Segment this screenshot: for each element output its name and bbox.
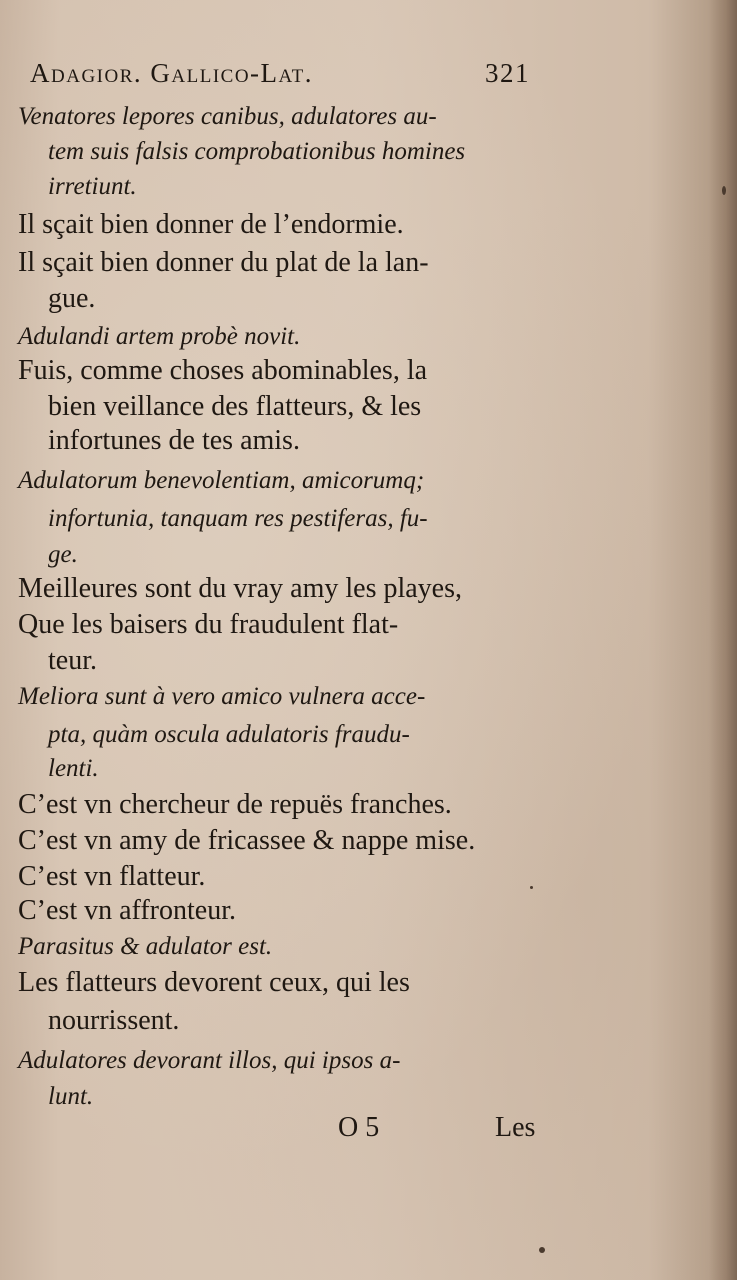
text-line: Meliora sunt à vero amico vulnera acce- <box>18 683 426 710</box>
text-line: Il sçait bien donner de l’endormie. <box>18 209 404 240</box>
text-line: Fuis, comme choses abominables, la <box>18 355 428 386</box>
text-line: Parasitus & adulator est. <box>18 933 273 960</box>
text-line: Il sçait bien donner du plat de la lan- <box>18 247 429 278</box>
text-line: C’est vn flatteur. <box>18 861 206 892</box>
running-head-title: Adagior. Gallico-Lat. <box>30 58 313 88</box>
text-line: Adulatorum benevolentiam, amicorumq; <box>18 467 425 494</box>
text-line: teur. <box>48 645 97 676</box>
text-line: Que les baisers du fraudulent flat- <box>18 609 399 640</box>
text-line: lenti. <box>48 755 99 782</box>
text-line: tem suis falsis comprobationibus homines <box>48 138 466 165</box>
text-line: Adulatores devorant illos, qui ipsos a- <box>18 1047 401 1074</box>
text-line: Les flatteurs devorent ceux, qui les <box>18 967 410 998</box>
text-line: infortunia, tanquam res pestiferas, fu- <box>48 505 428 532</box>
running-head <box>30 58 530 89</box>
text-line: gue. <box>48 283 96 314</box>
signature-mark: O 5 <box>338 1112 380 1143</box>
text-line: C’est vn amy de fricassee & nappe mise. <box>18 825 476 856</box>
text-line: nourrissent. <box>48 1005 180 1036</box>
text-line: Meilleures sont du vray amy les playes, <box>18 573 463 604</box>
text-line: lunt. <box>48 1083 94 1110</box>
text-line: C’est vn chercheur de repuës franches. <box>18 789 452 820</box>
text-line: infortunes de tes amis. <box>48 425 300 456</box>
text-line: Adulandi artem probè novit. <box>18 323 301 350</box>
ink-speck <box>530 886 533 889</box>
ink-speck <box>722 186 726 195</box>
text-line: pta, quàm oscula adulatoris fraudu- <box>48 721 410 748</box>
catchword: Les <box>495 1112 536 1143</box>
text-line: Venatores lepores canibus, adulatores au- <box>18 103 437 130</box>
text-line: irretiunt. <box>48 173 137 200</box>
text-line: bien veillance des flatteurs, & les <box>48 391 422 422</box>
text-line: C’est vn affronteur. <box>18 895 236 926</box>
text-line: ge. <box>48 541 78 568</box>
page-number: 321 <box>485 58 530 88</box>
ink-speck <box>539 1247 545 1253</box>
